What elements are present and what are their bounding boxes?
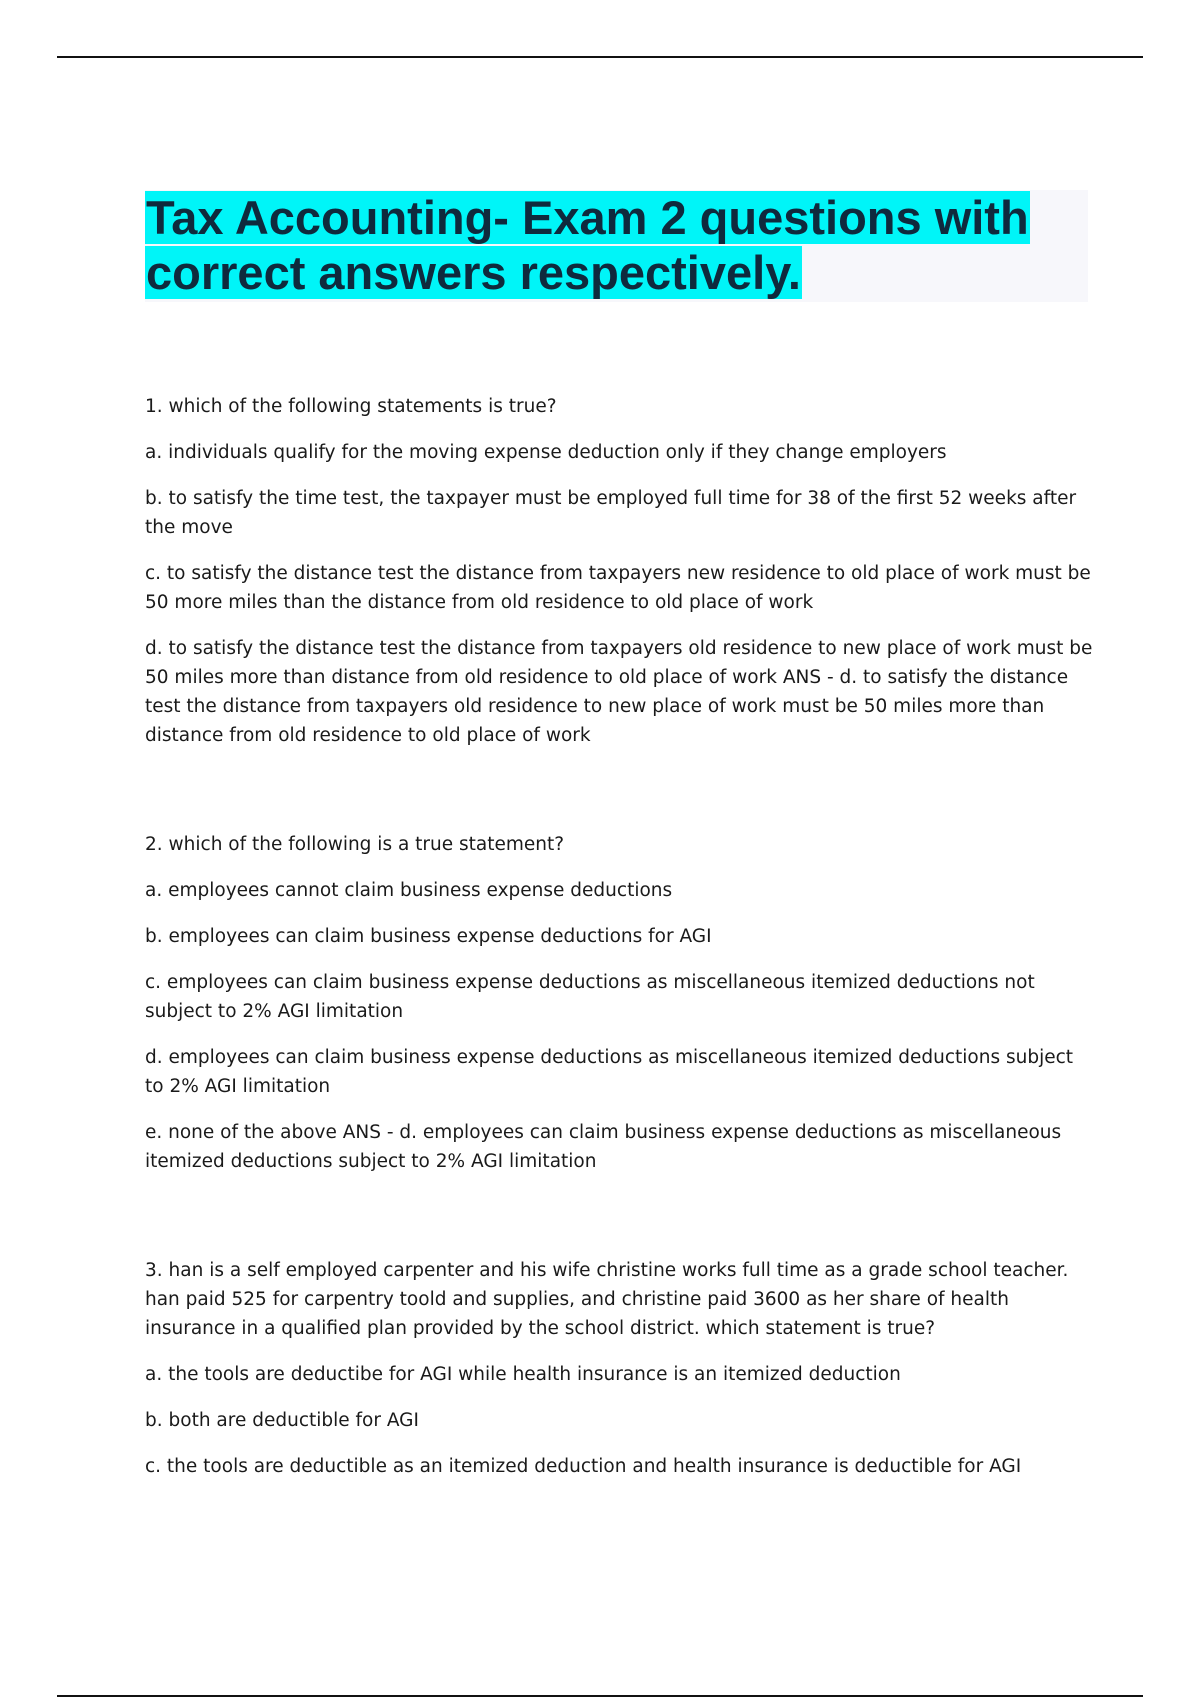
question-text: 2. which of the following is a true statement? [145,834,565,855]
title-line-1: Tax Accounting- Exam 2 questions with [146,191,1029,244]
title-line-2: correct answers respectively. [146,246,801,299]
question-block-2 [145,830,1095,1176]
question-block-3 [145,1256,1095,1481]
answer-option: d. to satisfy the distance test the distance from taxpayers old residence to new place of work must be 50 miles more than distance from old residence to old place of work ANS - d. to satisfy the distance test the distance from taxpayers old residence to new place of work must be 50 miles more than distance from old residence to old place of work [145,638,1093,746]
answer-option: b. to satisfy the time test, the taxpayer must be employed full time for 38 of the first 52 weeks after the move [145,488,1077,538]
top-rule [57,56,1143,58]
answer-option: c. the tools are deductible as an itemized deduction and health insurance is deductible for AGI [145,1456,1022,1477]
title-block [145,190,1088,302]
page-title [145,190,1088,300]
answer-option: a. employees cannot claim business expense deductions [145,880,673,901]
bottom-rule [57,1695,1143,1697]
answer-option: a. individuals qualify for the moving expense deduction only if they change employers [145,442,947,463]
question-text: 1. which of the following statements is true? [145,396,557,417]
question-block-1 [145,392,1095,750]
question-text: 3. han is a self employed carpenter and his wife christine works full time as a grade school teacher. han paid 525 for carpentry toold and supplies, and christine paid 3600 as her share of health insurance in a qualified plan provided by the school district. which statement is true? [145,1260,1069,1339]
section-spacer [145,1193,1095,1256]
answer-option: b. both are deductible for AGI [145,1410,419,1431]
answer-option: d. employees can claim business expense deductions as miscellaneous itemized deductions subject to 2% AGI limitation [145,1047,1074,1097]
answer-option: e. none of the above ANS - d. employees can claim business expense deductions as miscellaneous itemized deductions subject to 2% AGI limitation [145,1122,1062,1172]
answer-option: c. to satisfy the distance test the distance from taxpayers new residence to old place of work must be 50 more miles than the distance from old residence to old place of work [145,563,1091,613]
answer-option: c. employees can claim business expense deductions as miscellaneous itemized deductions not subject to 2% AGI limitation [145,972,1035,1022]
answer-option: b. employees can claim business expense deductions for AGI [145,926,712,947]
section-spacer [145,767,1095,830]
document-body [145,392,1095,1498]
answer-option: a. the tools are deductibe for AGI while health insurance is an itemized deduction [145,1364,901,1385]
